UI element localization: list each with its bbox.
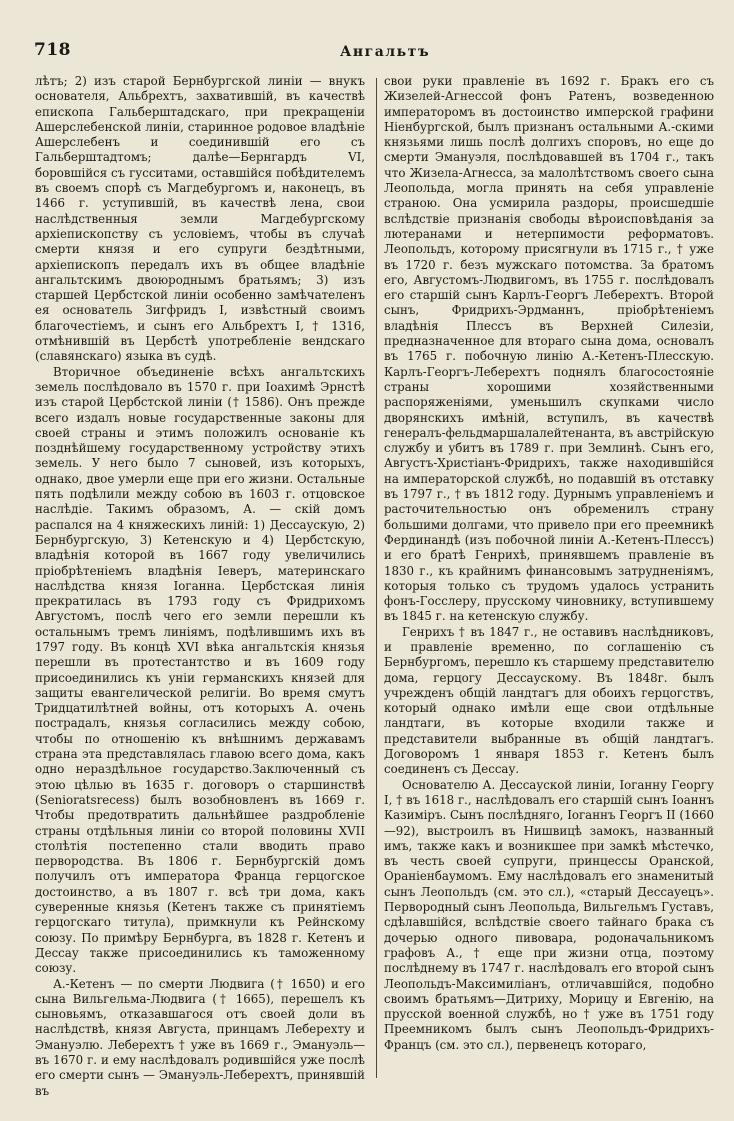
running-head: Ангальтъ [340, 44, 431, 60]
left-column [35, 74, 365, 1099]
page-number: 718 [34, 40, 71, 60]
paragraph: лѣтъ; 2) изъ старой Бернбургской линіи — внукъ основателя, Альбрехтъ, захватившій, въ качествѣ епископа Гальберштадскаго, при прекращеніи Ашерслебенской линіи, старинное родовое владѣніе Ашерслебенъ и соединившій его съ Гальберштадтомъ; далѣе—Бернгардъ VI, боровшійся съ гусситами, оставшійся побѣдителемъ въ своемъ спорѣ съ Магдебургомъ и, наконецъ, въ 1466 г. уступившій, въ качествѣ лена, свои наслѣдственныя земли Магдебургскому архіепископству съ условіемъ, чтобы въ случаѣ смерти князя и его супруги бездѣтными, архіепископъ передалъ ихъ въ общее владѣніе ангальтскимъ двоюроднымъ братьямъ; 3) изъ старшей Цербстской линіи особенно замѣчателенъ ея основатель Зигфридъ I, извѣстный своимъ благочестіемъ, и сынъ его Альбрехтъ I, † 1316, отмѣнившій въ Цербстѣ употребленіе вендскаго (славянскаго) языка въ судѣ. [35, 74, 365, 364]
paragraph: Основателю А. Дессауской линіи, Іоганну Георгу I, † въ 1618 г., наслѣдовалъ его старшій сынъ Іоаннъ Казиміръ. Сынъ послѣдняго, Іоганнъ Георгъ II (1660—92), выстроилъ въ Нишвицѣ замокъ, названный имъ, также какъ и возникшее при замкѣ мѣстечко, въ честь своей супруги, принцессы Оранской, Ораніенбаумомъ. Ему наслѣдовалъ его знаменитый сынъ Леопольдъ (см. это сл.), «старый Дессауецъ». Первородный сынъ Леопольда, Вильгельмъ Густавъ, сдѣлавшійся, вслѣдствіе своего тайнаго брака съ дочерью одного пивовара, родоначальникомъ графовъ А., † еще при жизни отца, поэтому послѣднему въ 1747 г. наслѣдовалъ его второй сынъ Леопольдъ-Максимиліанъ, отличавшійся, подобно своимъ братьямъ—Дитриху, Морицу и Евгенію, на прусской военной службѣ, но † уже въ 1751 году Преемникомъ былъ сынъ Леопольдъ-Фридрихъ-Францъ (см. это сл.), первенецъ котораго, [384, 777, 714, 1052]
right-column [384, 74, 714, 1053]
column-divider [376, 78, 377, 1078]
paragraph: Вторичное объединеніе всѣхъ ангальтскихъ земель послѣдовало въ 1570 г. при Іоахимѣ Эрнстѣ изъ старой Цербстской линіи († 1586). Онъ прежде всего издалъ новые государственные законы для своей страны и этимъ положилъ основаніе къ позднѣйшему государственному устройству этихъ земель. У него было 7 сыновей, изъ которыхъ, однако, двое умерли еще при его жизни. Остальные пять подѣлили между собою въ 1603 г. отцовское наслѣдіе. Такимъ образомъ, А. — скій домъ распался на 4 княжескихъ линій: 1) Дессаускую, 2) Бернбургскую, 3) Кетенскую и 4) Цербстскую, владѣнія которой въ 1667 году увеличились пріобрѣтеніемъ владѣнія Іеверъ, материнскаго наслѣдства князя Іоганна. Цербстская линія прекратилась въ 1793 году съ Фридрихомъ Августомъ, послѣ чего его земли перешли къ остальнымъ тремъ линіямъ, подѣлившимъ ихъ въ 1797 году. Въ концѣ XVI вѣка ангальтскія князья перешли въ протестантство и въ 1609 году присоединились къ уніи германскихъ князей для защиты евангелической религіи. Во время смутъ Тридцатилѣтней войны, отъ которыхъ А. очень пострадалъ, князья согласились между собою, чтобы по отношенію къ внѣшнимъ державамъ страна эта представлялась главою всего дома, какъ одно нераздѣльное государство.Заключенный съ этою цѣлью въ 1635 г. договоръ о старшинствѣ (Senioratsrecess) былъ возобновленъ въ 1669 г. Чтобы предотвратить дальнѣйшее раздробленіе страны отдѣльныя линіи со второй половины XVII столѣтія постепенно стали вводить право первородства. Въ 1806 г. Бернбургскій домъ получилъ отъ императора Франца герцогское достоинство, а въ 1807 г. всѣ три дома, какъ суверенные князья (Кетенъ также съ принятіемъ герцогскаго титула), примкнули къ Рейнскому союзу. По примѣру Бернбурга, въ 1828 г. Кетенъ и Дессау также присоединились къ таможенному союзу. [35, 364, 365, 976]
paragraph: Генрихъ † въ 1847 г., не оставивъ наслѣдниковъ, и правленіе временно, по соглашенію съ Бернбургомъ, перешло къ старшему представителю дома, герцогу Дессаускому. Въ 1848г. былъ учрежденъ общій ландтагъ для обоихъ герцогствъ, который однако имѣли еще свои отдѣльные ландтаги, въ которые входили также и представители выбранные въ общій ландтагъ. Договоромъ 1 января 1853 г. Кетенъ былъ соединенъ съ Дессау. [384, 624, 714, 777]
paragraph: свои руки правленіе въ 1692 г. Бракъ его съ Жизелей-Агнессой фонъ Ратенъ, возведенною императоромъ въ достоинство имперской графини Ніенбургской, былъ признанъ остальными А.-скими князьями лишь послѣ долгихъ споровъ, но еще до смерти Эмануэля, послѣдовавшей въ 1704 г., такъ что Жизела-Агнесса, за малолѣтствомъ своего сына Леопольда, могла принять на себя управленіе страною. Она усмирила раздоры, происшедшіе вслѣдствіе признанія свободы вѣроисповѣданія за лютеранами и нетерпимости реформатовъ. Леопольдъ, которому присягнули въ 1715 г., † уже въ 1720 г. безъ мужскаго потомства. За братомъ его, Августомъ-Людвигомъ, въ 1755 г. послѣдовалъ его старшій сынъ Карлъ-Георгъ Леберехтъ. Второй сынъ, Фридрихъ-Эрдманнъ, пріобрѣтеніемъ владѣнія Плессъ въ Верхней Силезіи, предназначенное для втораго сына дома, основалъ въ 1765 г. побочную линію А.-Кетенъ-Плесскую. Карлъ-Георгъ-Леберехтъ поднялъ благосостояніе страны хорошими хозяйственными распоряженіями, уменьшилъ скупками число дворянскихъ имѣній, вступилъ, въ качествѣ генералъ-фельдмаршалалейтенанта, въ австрійскую службу и убитъ въ 1789 г. при Землинѣ. Сынъ его, Августъ-Христіанъ-Фридрихъ, также находившійся на императорской службѣ, но подавшій въ отставку въ 1797 г., † въ 1812 году. Дурнымъ управленіемъ и расточительностью онъ обременилъ страну большими долгами, что привело при его преемникѣ Фердинандѣ (изъ побочной линіи А.-Кетенъ-Плессъ) и его братѣ Генрихѣ, принявшемъ правленіе въ 1830 г., къ крайнимъ финансовымъ затрудненіямъ, которыя только съ трудомъ удалось устранить фонъ-Госслеру, прусскому чиновнику, вступившему въ 1845 г. на кетенскую службу. [384, 74, 715, 624]
paragraph: А.-Кетенъ — по смерти Людвига († 1650) и его сына Вильгельма-Людвига († 1665), перешелъ къ сыновьямъ, отказавшагося отъ своей доли въ наслѣдствѣ, князя Августа, принцамъ Леберехту и Эмануэлю. Леберехтъ † уже въ 1669 г., Эмануэль—въ 1670 г. и ему наслѣдовалъ родившійся уже послѣ его смерти сынъ — Эмануэль-Леберехтъ, принявшій въ [35, 976, 365, 1098]
